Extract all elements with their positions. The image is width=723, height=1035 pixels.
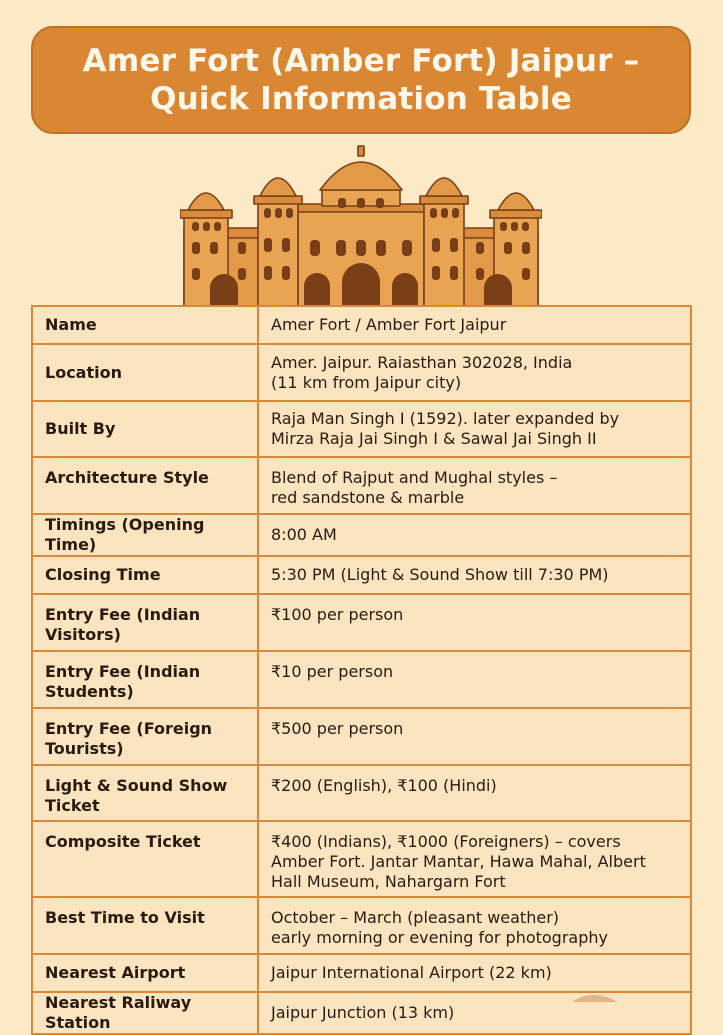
row-value-fee-foreign: ₹500 per person bbox=[258, 708, 691, 765]
table-row bbox=[32, 821, 691, 897]
row-label-airport: Nearest Airport bbox=[32, 954, 258, 992]
row-label-location: Location bbox=[32, 344, 258, 401]
row-label-railway: Nearest Raliway Station bbox=[32, 992, 258, 1034]
table-row bbox=[32, 457, 691, 514]
row-value-location: Amer. Jaipur. Raiasthan 302028, India (11 km from Jaipur city) bbox=[258, 344, 691, 401]
table-row bbox=[32, 954, 691, 992]
row-label-light-sound: Light & Sound Show Ticket bbox=[32, 765, 258, 821]
row-value-fee-indian: ₹100 per person bbox=[258, 594, 691, 651]
title-banner bbox=[31, 26, 691, 134]
row-label-fee-students: Entry Fee (Indian Students) bbox=[32, 651, 258, 708]
table-row bbox=[32, 514, 691, 556]
page-title-line-2: Quick Information Table bbox=[150, 81, 572, 117]
row-value-architecture: Blend of Rajput and Mughal styles – red sandstone & marble bbox=[258, 457, 691, 514]
row-label-closing-time: Closing Time bbox=[32, 556, 258, 594]
table-row bbox=[32, 556, 691, 594]
table-row bbox=[32, 897, 691, 954]
row-label-name: Name bbox=[32, 306, 258, 344]
row-label-opening-time: Timings (Opening Time) bbox=[32, 514, 258, 556]
row-label-composite-ticket: Composite Ticket bbox=[32, 821, 258, 897]
row-label-best-time: Best Time to Visit bbox=[32, 897, 258, 954]
row-value-fee-students: ₹10 per person bbox=[258, 651, 691, 708]
table-row bbox=[32, 344, 691, 401]
row-label-built-by: Built By bbox=[32, 401, 258, 457]
row-value-composite-ticket: ₹400 (Indians), ₹1000 (Foreigners) – covers Amber Fort. Jantar Mantar, Hawa Mahal, Albert Hall Museum, Nahargarn Fort bbox=[258, 821, 691, 897]
row-value-light-sound: ₹200 (English), ₹100 (Hindi) bbox=[258, 765, 691, 821]
row-label-fee-indian: Entry Fee (Indian Visitors) bbox=[32, 594, 258, 651]
table-row bbox=[32, 765, 691, 821]
table-row bbox=[32, 651, 691, 708]
row-value-closing-time: 5:30 PM (Light & Sound Show till 7:30 PM) bbox=[258, 556, 691, 594]
row-label-architecture: Architecture Style bbox=[32, 457, 258, 514]
row-value-opening-time: 8:00 AM bbox=[258, 514, 691, 556]
row-value-best-time: October – March (pleasant weather) early morning or evening for photography bbox=[258, 897, 691, 954]
table-row bbox=[32, 401, 691, 457]
row-value-name: Amer Fort / Amber Fort Jaipur bbox=[258, 306, 691, 344]
table-row bbox=[32, 594, 691, 651]
table-row bbox=[32, 306, 691, 344]
fort-palace-icon bbox=[180, 140, 542, 306]
sand-dune-icon bbox=[572, 988, 618, 1002]
row-value-built-by: Raja Man Singh I (1592). later expanded by Mirza Raja Jai Singh I & Sawal Jai Singh II bbox=[258, 401, 691, 457]
page-title-line-1: Amer Fort (Amber Fort) Jaipur – bbox=[82, 43, 640, 79]
row-label-fee-foreign: Entry Fee (Foreign Tourists) bbox=[32, 708, 258, 765]
row-value-railway: Jaipur Junction (13 km) bbox=[258, 992, 691, 1034]
table-row bbox=[32, 708, 691, 765]
row-value-airport: Jaipur International Airport (22 km) bbox=[258, 954, 691, 992]
info-table bbox=[31, 305, 692, 1035]
